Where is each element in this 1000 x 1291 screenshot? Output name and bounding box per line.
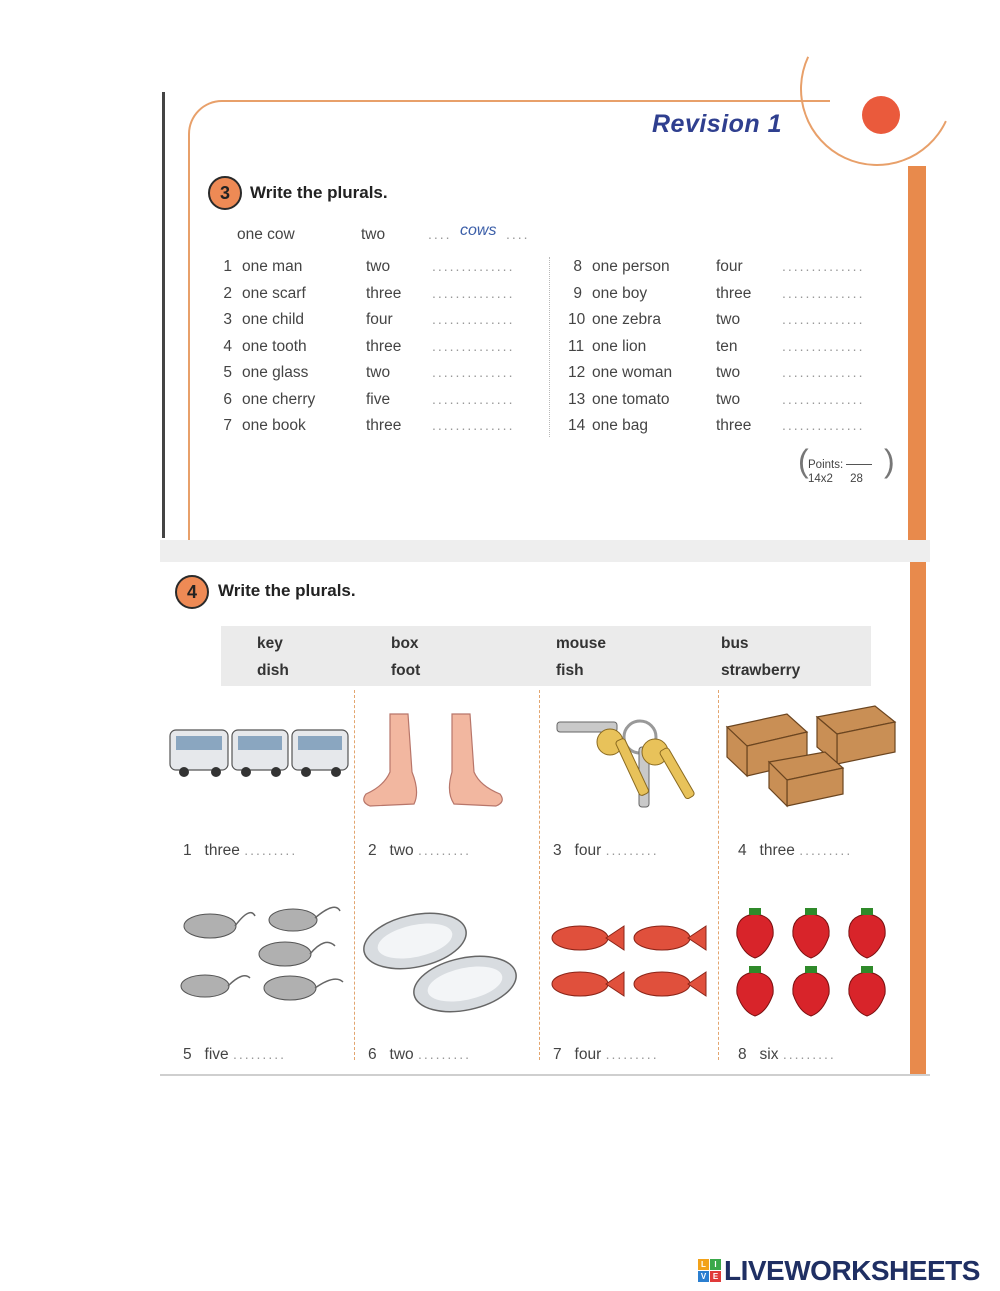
- answer-blank[interactable]: ..............: [432, 258, 515, 274]
- item-word: one man: [242, 258, 303, 275]
- bus-icon: [168, 702, 353, 812]
- plural-item-row: [222, 258, 582, 280]
- logo-text: LIVEWORKSHEETS: [724, 1255, 980, 1286]
- picture-caption: 7 four .........: [553, 1046, 659, 1063]
- dish-icon: [360, 906, 540, 1026]
- exercise-instruction: Write the plurals.: [218, 581, 356, 600]
- item-word: one book: [242, 417, 306, 434]
- answer-blank[interactable]: ..............: [782, 284, 865, 301]
- picture-cell: [160, 896, 340, 1081]
- picture-caption: 2 two .........: [368, 842, 471, 859]
- answer-blank[interactable]: ..............: [432, 337, 515, 354]
- item-number: 2: [223, 284, 232, 302]
- box-icon: [725, 702, 905, 822]
- item-count: ten: [716, 337, 738, 355]
- item-number: 1: [223, 258, 232, 275]
- item-number: 5: [223, 364, 232, 381]
- answer-blank[interactable]: ..............: [782, 337, 865, 354]
- picture-caption: 5 five .........: [183, 1046, 286, 1063]
- page-separator: [160, 540, 930, 562]
- plural-item-row: [222, 285, 582, 307]
- revision-title: Revision 1: [652, 110, 783, 138]
- item-word: one bag: [592, 417, 649, 434]
- picture-caption: 4 three .........: [738, 842, 853, 859]
- answer-blank[interactable]: ..............: [782, 390, 865, 407]
- item-count: four: [716, 258, 743, 275]
- picture-caption: 3 four .........: [553, 842, 659, 859]
- item-number: 8: [573, 258, 582, 275]
- plural-item-row: [222, 390, 586, 413]
- item-word: one person: [592, 258, 670, 275]
- item-count: three: [716, 284, 752, 302]
- item-word: one zebra: [592, 311, 661, 328]
- picture-cell: [160, 692, 340, 877]
- item-count: two: [366, 258, 391, 275]
- item-count: two: [366, 364, 391, 381]
- item-word: one tooth: [242, 337, 307, 355]
- item-word: one cherry: [242, 390, 316, 408]
- item-number: 13: [568, 390, 586, 408]
- item-count: three: [366, 337, 402, 355]
- picture-caption: 1 three .........: [183, 842, 298, 859]
- plural-item-row: [222, 417, 586, 439]
- example-word: one cow: [237, 226, 295, 243]
- item-number: 11: [568, 337, 585, 355]
- item-count: two: [716, 311, 741, 328]
- item-count: two: [716, 390, 741, 408]
- example-count: two: [361, 226, 386, 243]
- exercise-4-panel: [160, 562, 930, 1076]
- word-box-item: strawberry: [721, 662, 801, 679]
- plural-item-row: [568, 311, 932, 333]
- picture-cell: [530, 692, 710, 877]
- plural-item-row: [222, 311, 586, 333]
- exercise-number-badge: 4: [175, 575, 209, 609]
- word-box-item: mouse: [556, 635, 606, 652]
- word-box-item: fish: [556, 662, 584, 679]
- word-box-item: key: [257, 635, 283, 652]
- word-box-item: foot: [391, 662, 421, 679]
- plural-item-row: [222, 364, 586, 386]
- item-word: one child: [242, 311, 305, 328]
- example-dots-right: ....: [506, 226, 530, 242]
- item-word: one glass: [242, 364, 309, 381]
- item-number: 9: [573, 284, 582, 302]
- exercise-instruction: Write the plurals.: [250, 183, 388, 202]
- picture-cell: [345, 896, 525, 1081]
- points-label: Points:: [808, 458, 872, 472]
- plural-item-row: [568, 364, 932, 386]
- key-icon: [555, 692, 735, 812]
- answer-blank[interactable]: ..............: [432, 364, 515, 380]
- word-box-item: box: [391, 635, 419, 652]
- item-count: three: [716, 417, 752, 434]
- item-count: five: [366, 390, 391, 408]
- item-word: one lion: [592, 337, 647, 355]
- answer-blank[interactable]: ..............: [432, 284, 515, 301]
- example-answer: cows: [460, 222, 497, 239]
- plural-item-row: [568, 417, 932, 439]
- answer-blank[interactable]: ..............: [432, 417, 515, 433]
- item-number: 3: [223, 311, 232, 328]
- item-count: three: [366, 417, 402, 434]
- item-number: 6: [223, 390, 232, 408]
- answer-blank[interactable]: ..............: [432, 311, 515, 327]
- item-count: four: [366, 311, 393, 328]
- plural-item-row: [568, 337, 932, 360]
- plural-item-row: [572, 258, 932, 280]
- strawberry-icon: [735, 906, 915, 1026]
- item-word: one scarf: [242, 284, 306, 302]
- logo-squares-icon: L I V E: [698, 1259, 722, 1283]
- panel-bottom-edge: [160, 1074, 930, 1076]
- page-edge: [162, 92, 165, 538]
- word-box-item: dish: [257, 662, 289, 679]
- plural-item-row: [222, 337, 585, 360]
- word-box: [221, 626, 871, 686]
- item-count: three: [366, 284, 402, 302]
- points-box: ( Points: 14x2 28 ): [798, 443, 895, 485]
- item-number: 7: [223, 417, 232, 434]
- item-word: one boy: [592, 284, 648, 302]
- picture-cell: [715, 896, 895, 1081]
- answer-blank[interactable]: ..............: [782, 311, 865, 327]
- fish-icon: [550, 916, 730, 1026]
- foot-icon: [360, 712, 540, 822]
- item-count: two: [716, 364, 741, 381]
- points-formula: 14x2 28: [808, 473, 863, 485]
- item-number: 12: [568, 364, 586, 381]
- mouse-icon: [175, 896, 355, 1016]
- example-dots-left: ....: [428, 226, 452, 242]
- item-word: one tomato: [592, 390, 670, 408]
- item-number: 4: [223, 337, 232, 355]
- picture-cell: [345, 692, 525, 877]
- item-number: 10: [568, 311, 586, 328]
- plural-item-row: [572, 285, 932, 307]
- red-dot-decoration: [862, 96, 900, 134]
- item-number: 14: [568, 417, 586, 434]
- example-row: [160, 222, 560, 248]
- plural-item-row: [568, 390, 932, 413]
- exercise-3-panel: [160, 92, 928, 540]
- exercise-number-badge: 3: [208, 176, 242, 210]
- answer-blank[interactable]: ..............: [782, 258, 865, 274]
- picture-caption: 6 two .........: [368, 1046, 471, 1063]
- word-box-item: bus: [721, 635, 749, 652]
- picture-cell: [715, 692, 895, 877]
- answer-blank[interactable]: ..............: [782, 364, 865, 380]
- picture-caption: 8 six .........: [738, 1046, 836, 1063]
- item-word: one woman: [592, 364, 673, 381]
- answer-blank[interactable]: ..............: [432, 390, 515, 407]
- picture-cell: [530, 896, 710, 1081]
- answer-blank[interactable]: ..............: [782, 417, 865, 433]
